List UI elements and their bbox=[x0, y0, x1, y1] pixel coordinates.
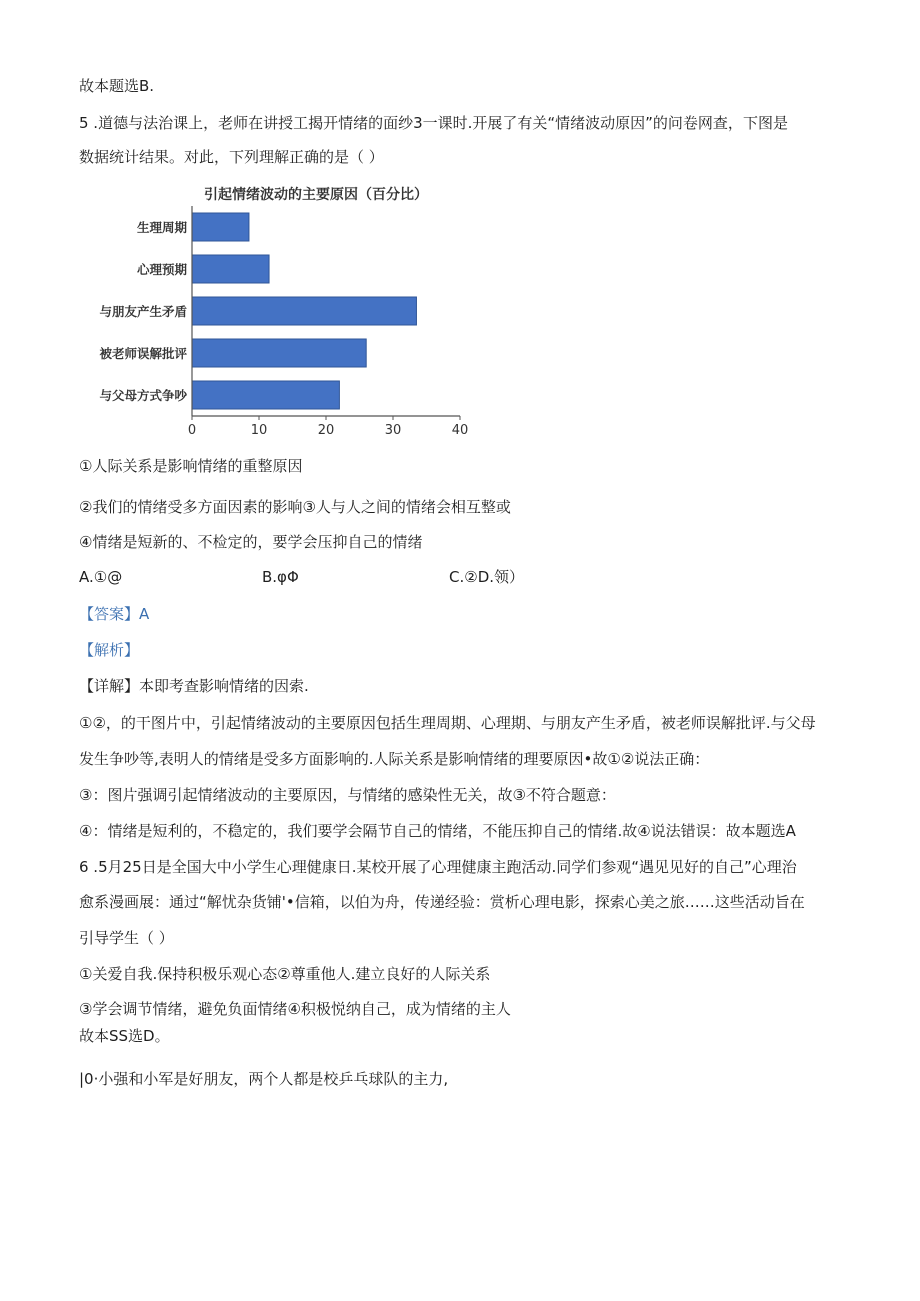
x-tick-label-3: 30 bbox=[384, 423, 402, 438]
explain-3: ③：图片强调引起情绪波动的主要原因，与情绪的感染性无关，故③不符合题意： bbox=[79, 786, 616, 804]
question-6-answer: 故本SS选D。 bbox=[79, 1027, 170, 1045]
bar-4 bbox=[192, 381, 339, 409]
detail-text: 【详解】本即考查影响情绪的因索. bbox=[79, 677, 309, 695]
category-label-0: 生理周期 bbox=[136, 220, 187, 235]
explain-1-2-line-2: 发生争吵等,表明人的情绪是受多方面影响的.人际关系是影响情绪的理要原因•故①②说法正确： bbox=[79, 750, 710, 768]
bar-0 bbox=[192, 213, 249, 241]
question-6-text-1: 6 .5月25日是全国大中小学生心理健康日.某校开展了心理健康主跑活动.同学们参观“遇见见好的自己”心理治 bbox=[79, 858, 797, 876]
line-prev-answer: 故本题选B. bbox=[79, 77, 155, 95]
question-6-options-1-2: ①关爱自我.保持积极乐观心态②尊重他人.建立良好的人际关系 bbox=[79, 965, 491, 983]
statement-1: ①人际关系是影响情绪的重整原因 bbox=[79, 457, 303, 475]
option-a: A.①@ bbox=[79, 568, 123, 586]
bar-chart bbox=[76, 180, 476, 438]
x-tick-label-0: 0 bbox=[187, 423, 197, 438]
bar-2 bbox=[192, 297, 416, 325]
analysis-label: 【解析】 bbox=[79, 641, 140, 659]
category-label-1: 心理预期 bbox=[136, 262, 187, 277]
question-6-text-2: 愈系漫画展：通过“解忧杂货铺'•信箱，以伯为舟，传递经验：赏析心理电影，探索心美之旅……这些活动旨在 bbox=[79, 893, 805, 911]
category-label-3: 被老师误解批评 bbox=[99, 346, 187, 361]
answer-label: 【答案】A bbox=[79, 605, 150, 623]
category-label-2: 与朋友产生矛盾 bbox=[99, 304, 187, 319]
bar-1 bbox=[192, 255, 269, 283]
statement-4: ④情绪是短新的、不检定的，要学会压抑自己的情绪 bbox=[79, 533, 423, 551]
x-tick-label-1: 10 bbox=[250, 423, 268, 438]
chart-title: 引起情绪波动的主要原因（百分比） bbox=[204, 187, 428, 203]
option-c-d: C.②D.领） bbox=[449, 568, 525, 586]
question-5-text-2: 数据统计结果。对此，下列理解正确的是（ ） bbox=[79, 148, 384, 166]
x-tick-label-2: 20 bbox=[317, 423, 335, 438]
option-b: B.φΦ bbox=[262, 568, 299, 586]
question-6-text-3: 引导学生（ ） bbox=[79, 929, 174, 947]
explain-4: ④：情绪是短利的，不稳定的，我们要学会隔节自己的情绪，不能压抑自己的情绪.故④说法错误：故本题选A bbox=[79, 822, 796, 840]
statement-2-3: ②我们的情绪受多方面因素的影响③人与人之间的情绪会相互整或 bbox=[79, 498, 511, 516]
explain-1-2-line-1: ①②，的干图片中，引起情绪波动的主要原因包括生理周期、心理期、与朋友产生矛盾，被老师误解批评.与父母 bbox=[79, 714, 816, 732]
question-5-text-1: 5 .道德与法治课上，老师在讲授工揭开情绪的面纱3一课时.开展了有关“情绪波动原因”的问卷网查，下图是 bbox=[79, 114, 788, 132]
bar-3 bbox=[192, 339, 366, 367]
x-tick-label-4: 40 bbox=[451, 423, 469, 438]
question-10-text: |0·小强和小军是好朋友，两个人都是校乒乓球队的主力, bbox=[79, 1070, 449, 1088]
category-label-4: 与父母方式争吵 bbox=[99, 388, 187, 403]
question-6-options-3-4: ③学会调节情绪，避免负面情绪④积极悦纳自己，成为情绪的主人 bbox=[79, 1000, 511, 1018]
